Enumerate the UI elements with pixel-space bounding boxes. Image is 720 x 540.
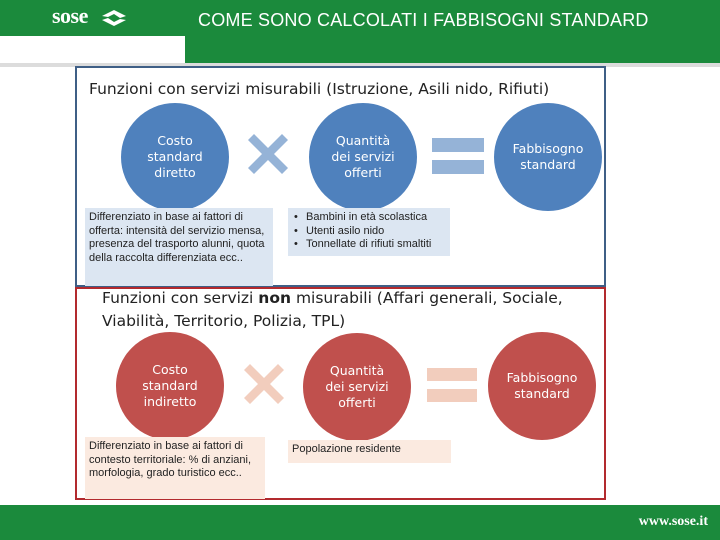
indirect-cost-note: Differenziato in base ai fattori di contesto territoriale: % di anziani, morfologia, grado turistico ecc.. [85, 437, 265, 499]
footer-url: www.sose.it [638, 514, 708, 529]
direct-standard-cost-label: Costo standard diretto [147, 133, 203, 180]
indirect-standard-cost-label: Costo standard indiretto [142, 362, 198, 409]
quantity-services-label: Quantità dei servizi offerti [331, 133, 395, 180]
quantity-note-item: • Bambini in età scolastica [292, 211, 446, 225]
non-measurable-services-title [102, 287, 594, 333]
equals-icon [430, 134, 486, 178]
title-part: misurabili (Affari generali, Sociale, Viabilità, Territorio, Polizia, TPL) [102, 289, 563, 330]
equals-icon [425, 364, 479, 406]
quantity-services-label: Quantità dei servizi offerti [325, 363, 389, 410]
quantity-note [288, 208, 450, 256]
standard-requirement-label: Fabbisogno standard [512, 141, 584, 172]
quantity-note-item: • Utenti asilo nido [292, 225, 446, 239]
page-title: COME SONO CALCOLATI I FABBISOGNI STANDARD [198, 10, 649, 30]
header [0, 0, 720, 65]
multiply-icon [246, 132, 290, 176]
logo-band [0, 0, 185, 36]
quantity-services-circle [309, 103, 417, 211]
title-part: Funzioni con servizi [102, 289, 259, 307]
sose-logo: sose [52, 3, 88, 28]
resident-population-note: Popolazione residente [288, 440, 451, 463]
standard-requirement-circle [494, 103, 602, 211]
sose-logo-mark-icon [100, 8, 128, 28]
direct-cost-note: Differenziato in base ai fattori di offerta: intensità del servizio mensa, presenza del trasporto alunni, quota della raccolta differenziata ecc.. [85, 208, 273, 286]
standard-requirement-circle [488, 332, 596, 440]
standard-requirement-label: Fabbisogno standard [506, 370, 578, 401]
quantity-note-list [292, 211, 446, 252]
multiply-icon [242, 362, 286, 406]
direct-standard-cost-circle [121, 103, 229, 211]
measurable-services-title: Funzioni con servizi misurabili (Istruzione, Asili nido, Rifiuti) [89, 80, 550, 98]
footer [0, 505, 720, 540]
title-emphasis: non [258, 289, 292, 307]
indirect-standard-cost-circle [116, 332, 224, 440]
quantity-note-item: • Tonnellate di rifiuti smaltiti [292, 238, 446, 252]
quantity-services-circle [303, 333, 411, 441]
